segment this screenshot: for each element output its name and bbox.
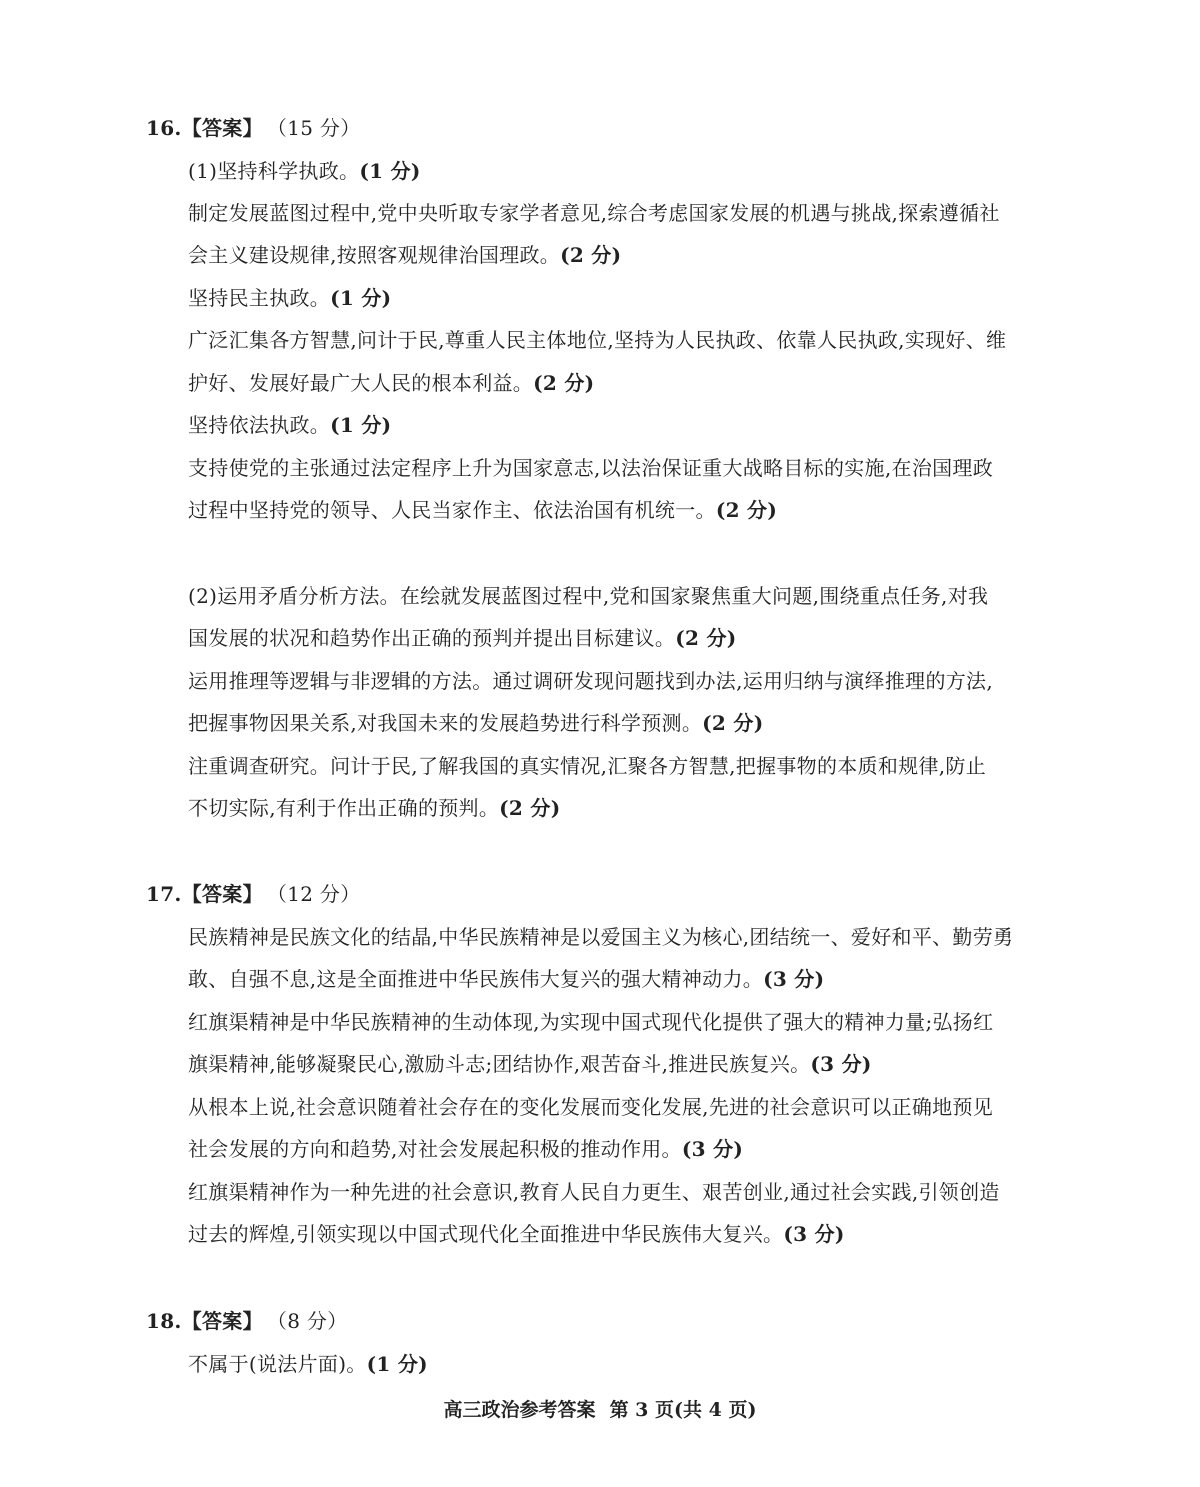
score-mark: (3 分) — [763, 967, 825, 991]
q16-points: （15 分） — [276, 116, 361, 140]
answer-text: 制定发展蓝图过程中,党中央听取专家学者意见,综合考虑国家发展的机遇与挑战,探索遵循社 — [188, 201, 1000, 225]
answer-text: 从根本上说,社会意识随着社会存在的变化发展而变化发展,先进的社会意识可以正确地预见 — [188, 1095, 994, 1119]
q17-line-4 — [188, 1050, 872, 1078]
answer-text: 坚持民主执政。 — [188, 286, 331, 310]
score-mark: (2 分) — [675, 626, 737, 650]
q16-line-8 — [188, 454, 993, 482]
q17-points: （12 分） — [276, 882, 361, 906]
score-mark: (2 分) — [715, 498, 778, 522]
score-mark: (2 分) — [702, 711, 764, 735]
q16-line-5 — [188, 326, 1006, 354]
q16-line-15 — [188, 794, 560, 822]
score-mark: (3 分) — [783, 1222, 845, 1246]
q16-line-3 — [188, 241, 621, 269]
q16-line-14 — [188, 752, 986, 780]
answer-text: 运用推理等逻辑与非逻辑的方法。通过调研发现问题找到办法,运用归纳与演绎推理的方法, — [188, 669, 994, 693]
answer-text: 注重调查研究。问计于民,了解我国的真实情况,汇聚各方智慧,把握事物的本质和规律,防止 — [188, 754, 987, 778]
q16-line-6 — [188, 369, 594, 397]
q16-line-7 — [188, 411, 391, 439]
q17-label: 17.【答案】 — [146, 882, 263, 906]
q18-header — [146, 1307, 348, 1335]
answer-text: 不切实际,有利于作出正确的预判。 — [188, 796, 500, 820]
answer-text: 旗渠精神,能够凝聚民心,激励斗志;团结协作,艰苦奋斗,推进民族复兴。 — [188, 1052, 811, 1076]
q17-line-3 — [188, 1008, 993, 1036]
q17-line-2 — [188, 965, 824, 993]
q16-line-11 — [188, 624, 737, 652]
answer-text: 广泛汇集各方智慧,问计于民,尊重人民主体地位,坚持为人民执政、依靠人民执政,实现好、维 — [188, 328, 1007, 352]
score-mark: (1 分) — [330, 413, 392, 437]
answer-text: (1)坚持科学执政。 — [188, 159, 360, 183]
answer-text: 会主义建设规律,按照客观规律治国理政。 — [188, 243, 561, 267]
answer-text: 不属于(说法片面)。 — [188, 1352, 367, 1376]
q16-line-9 — [188, 496, 777, 524]
answer-text: 红旗渠精神是中华民族精神的生动体现,为实现中国式现代化提供了强大的精神力量;弘扬红 — [188, 1010, 994, 1034]
q16-line-13 — [188, 709, 763, 737]
answer-text: 过去的辉煌,引领实现以中国式现代化全面推进中华民族伟大复兴。 — [188, 1222, 784, 1246]
score-mark: (1 分) — [359, 159, 421, 183]
score-mark: (3 分) — [810, 1052, 872, 1076]
answer-text: 护好、发展好最广大人民的根本利益。 — [188, 371, 534, 395]
page-footer — [0, 1396, 1200, 1424]
q16-line-2 — [188, 199, 1000, 227]
answer-text: 坚持依法执政。 — [188, 413, 331, 437]
q17-line-7 — [188, 1178, 1000, 1206]
footer-subject: 高三政治参考答案 — [443, 1399, 596, 1421]
answer-text: 红旗渠精神作为一种先进的社会意识,教育人民自力更生、艰苦创业,通过社会实践,引领创造 — [188, 1180, 1000, 1204]
score-mark: (2 分) — [560, 243, 622, 267]
score-mark: (1 分) — [330, 286, 392, 310]
answer-text: (2)运用矛盾分析方法。在绘就发展蓝图过程中,党和国家聚焦重大问题,围绕重点任务,对我 — [188, 584, 989, 608]
q17-line-5 — [188, 1093, 993, 1121]
q16-header — [146, 114, 361, 142]
answer-text: 把握事物因果关系,对我国未来的发展趋势进行科学预测。 — [188, 711, 703, 735]
q17-line-1 — [188, 923, 1013, 951]
q17-line-6 — [188, 1135, 743, 1163]
answer-text: 敢、自强不息,这是全面推进中华民族伟大复兴的强大精神动力。 — [188, 967, 764, 991]
answer-text: 社会发展的方向和趋势,对社会发展起积极的推动作用。 — [188, 1137, 682, 1161]
q17-header — [146, 880, 361, 908]
answer-text: 过程中坚持党的领导、人民当家作主、依法治国有机统一。 — [188, 498, 716, 522]
q16-line-4 — [188, 284, 391, 312]
q18-line-1 — [188, 1350, 428, 1378]
q17-line-8 — [188, 1220, 845, 1248]
footer-page-number: 第 3 页(共 4 页) — [609, 1399, 757, 1421]
answer-text: 民族精神是民族文化的结晶,中华民族精神是以爱国主义为核心,团结统一、爱好和平、勤劳勇 — [188, 925, 1014, 949]
q16-line-10 — [188, 582, 988, 610]
answer-text: 国发展的状况和趋势作出正确的预判并提出目标建议。 — [188, 626, 676, 650]
score-mark: (2 分) — [533, 371, 595, 395]
q16-label: 16.【答案】 — [146, 116, 263, 140]
answer-text: 支持使党的主张通过法定程序上升为国家意志,以法治保证重大战略目标的实施,在治国理政 — [188, 456, 994, 480]
score-mark: (3 分) — [681, 1137, 744, 1161]
q16-line-1 — [188, 157, 421, 185]
q18-points: （8 分） — [276, 1309, 348, 1333]
score-mark: (1 分) — [366, 1352, 428, 1376]
q18-label: 18.【答案】 — [146, 1309, 263, 1333]
score-mark: (2 分) — [499, 796, 561, 820]
q16-line-12 — [188, 667, 993, 695]
